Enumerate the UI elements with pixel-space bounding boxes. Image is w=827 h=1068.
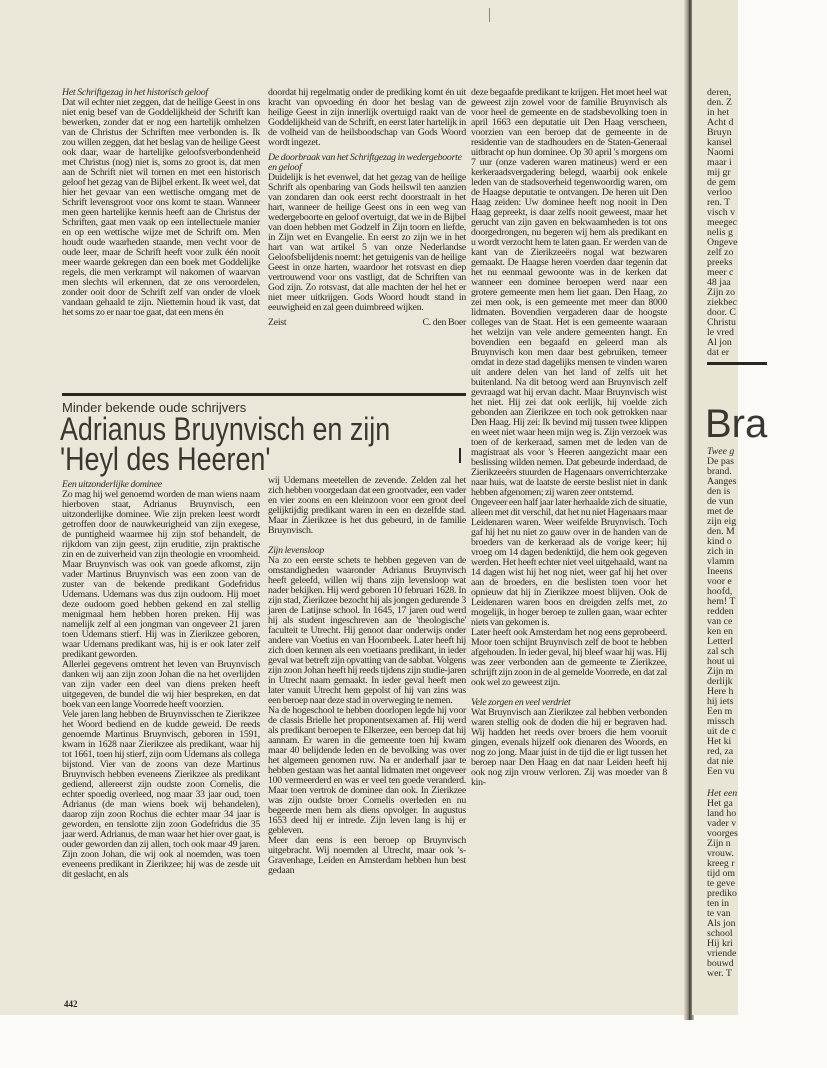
right-page	[692, 0, 768, 1015]
text-line: Zijn n	[707, 838, 731, 849]
top-column-1	[62, 88, 260, 318]
text-line: Als jon	[707, 918, 736, 929]
signature-place: Zeist	[268, 317, 287, 328]
text-line: hem! T	[707, 596, 736, 607]
text-line: nelis g	[707, 227, 733, 238]
text-line: ziekbec	[707, 297, 737, 308]
text-line: te van	[707, 908, 731, 919]
text-line: Here h	[707, 686, 734, 697]
text-line: te geve	[707, 878, 736, 889]
paragraph: Na de hogeschool te hebben doorlopen legde hij voor de classis Brielle het proponentsexamen af. Hij werd als predikant beroepen te Elkerzee, een beroep dat hij aannam. Er waren in die gemeente toen hij kwam maar 40 belijdende leden en de bevolking was over het algemeen genomen ruw. Na er anderhalf jaar te hebben gestaan was het aantal lidmaten met ongeveer 100 vermeerderd en was er veel ten goede veranderd. Maar toen vertrok de dominee dan ook. In Zierikzee was zijn oudste broer Cornelis overleden en nu begeerde men hem als diens opvolger. In augustus 1653 deed hij er intrede. Zijn leven lang is hij er gebleven.	[268, 705, 466, 836]
text-line: tijd om	[707, 868, 736, 879]
text-line: kind o	[707, 536, 732, 547]
paragraph: wij Udemans meetellen de zevende. Zelden zal het zich hebben voorgedaan dat een grootvader, een vader en vier zoons en een kleinzoon voor een groot deel gelijktijdig predikant waren in een en dezelfde stad. Maar in Zierikzee is het dus gebeurd, in de familie Bruynvisch.	[268, 475, 466, 536]
text-line: ten in	[707, 898, 730, 909]
text-line: dat er	[707, 347, 730, 358]
text-line: meegec	[707, 217, 737, 228]
text-line: Naomi	[707, 147, 734, 158]
article-title-line-2: 'Heyl des Heeren'	[60, 441, 271, 477]
paragraph: Meer dan eens is een beroep op Bruynvisch uitgebracht. Wij noemden al Utrecht, maar ook 's-Gravenhage, Leiden en Amsterdam hebben hun best gedaan	[268, 835, 466, 876]
section-heading: De doorbraak van het Schriftgezag in wedergeboorte en geloof	[268, 152, 462, 173]
text-line: kreeg r	[707, 858, 735, 869]
text-line: preeks	[707, 257, 733, 268]
paragraph: Vele jaren lang hebben de Bruynvisschen te Zierikzee het Woord bediend en de kudde geweid. De reeds genoemde Martinus Bruynvisch, geboren in 1591, kwam in 1628 naar Zierikzee als predikant, waar hij tot 1661, toen hij stierf, zijn oom Udemans als collega bijstond. Vier van de zoons van deze Martinus Bruynvisch hebben eveneens Zierikzee als predikant gediend, allereerst zijn oudste zoon Cornelis, die echter spoedig overleed, nog maar 33 jaar oud, toen Adrianus (de man wiens boek wij behandelen), daarop zijn zoon Rochus die echter maar 34 jaar is geworden, en tenslotte zijn zoon Godefridus die 35 jaar werd. Adrianus, de man waar het hier over gaat, is ouder geworden dan zij allen, toch ook maar 49 jaren. Zijn zoon Johan, die wij ook al noemden, was toen eveneens predikant in Zierikzee; hij was de zesde uit dit geslacht, en als	[62, 709, 260, 880]
text-line: redden	[707, 606, 734, 617]
text-line: Al jon	[707, 337, 732, 348]
right-page-divider	[707, 362, 767, 365]
paragraph: Wat Bruynvisch aan Zierikzee zal hebben verbonden waren stellig ook de doden die hij er begraven had. Wij hadden het reeds over broers die hem vooruit gingen, evenals hijzelf ook dienaren des Woords, en nog zo jong. Maar juist in de tijd die er ligt tussen het beroep naar Den Haag en dat naar Leiden heeft hij ook nog zijn vrouw verloren. Zij was moeder van 8 kin-	[471, 707, 667, 788]
paragraph: Dat wil echter niet zeggen, dat de heilige Geest in ons niet enig besef van de Goddelijkheid der Schrift kan bewerken, zonder dat er nog een hartelijk omhelzen van de Christus der Schriften mee verbonden is. Ik zou willen zeggen, dat het beslag van de heilige Geest ook daar, waar de hartelijke geloofsverbondenheid met Christus (nog) niet is, soms zo groot is, dat men aan de Schrift niet wil tornen en met een historisch geloof het gezag van de Bijbel erkent. Ik weet wel, dat hier het gevaar van een wettische omgang met de Schrift levensgroot voor ons komt te staan. Wanneer men geen hartelijke kennis heeft aan de Christus der Schriften, gaat men vaak op een intellectuele manier en op een wettische wijze met de Schrift om. Men houdt oude waarheden staande, men vecht voor de oude leer, maar de Schrift heeft voor zulk één nooit meer waarde gekregen dan een boek met Goddelijke regels, die men verkrampt wil nakomen of waarvan men slechts wil erkennen, dat ze ons veroordelen, zonder ooit door de Schrift zelf van onder de vloek vandaan gehaald te zijn. Niettemin houd ik vast, dat het soms zo er naar toe gaat, dat een mens én	[62, 97, 260, 318]
text-line: Het ga	[707, 798, 733, 809]
text-cursor-mark	[459, 448, 461, 463]
paragraph: Na zo een eerste schets te hebben gegeven van de omstandigheden waaronder Adrianus Bruynvisch heeft geleefd, willen wij thans zijn levensloop wat nader bekijken. Hij werd geboren 10 februari 1628. In zijn stad, Zierikzee bezocht hij als jongen gedurende 3 jaren de Latijnse school. In 1645, 17 jaren oud werd hij als student ingeschreven aan de 'theologische' faculteit te Utrecht. Hij genoot daar onderwijs onder andere van Voetius en van Hoornbeek. Later heeft hij zich doen kennen als een voetiaans predikant, in ieder geval wat betreft zijn opvatting van de sabbat. Volgens zijn zoon Johan heeft hij reeds tijdens zijn studie-jaren in Utrecht naam gemaakt. In ieder geval heeft men later vanuit Utrecht hem gepolst of hij van zins was een beroep naar deze stad in overweging te nemen.	[268, 555, 466, 706]
text-line: door. C	[707, 307, 736, 318]
text-line: zijn eig	[707, 516, 737, 527]
text-line: Aanges	[707, 476, 737, 487]
article-column-2	[268, 476, 466, 876]
text-line: school	[707, 928, 733, 939]
text-line: van ce	[707, 616, 733, 627]
text-line: de vun	[707, 496, 734, 507]
text-line: le vred	[707, 327, 734, 338]
text-line: Christu	[707, 317, 736, 328]
article-title	[60, 411, 391, 477]
text-line: uit de c	[707, 726, 736, 737]
signature-author: C. den Boer	[422, 317, 466, 328]
text-line: land ho	[707, 808, 737, 819]
text-line: ren. T	[707, 197, 731, 208]
text-line: Ongeve	[707, 237, 738, 248]
section-lines	[707, 799, 827, 979]
text-line: Een vu	[707, 766, 735, 777]
section-heading: Twee g	[707, 446, 735, 457]
section-heading: Vele zorgen en veel verdriet	[471, 697, 571, 708]
right-page-section-1	[707, 447, 827, 979]
text-line: wer. T	[707, 968, 732, 979]
text-line: zal sch	[707, 646, 734, 657]
text-line: deren,	[707, 87, 732, 98]
text-line: dat nie	[707, 756, 734, 767]
text-line: voor e	[707, 576, 732, 587]
article-column-3	[471, 88, 667, 788]
text-line: visch v	[707, 207, 736, 218]
signature-line	[268, 318, 466, 328]
top-column-2	[268, 88, 466, 328]
text-line: den. Z	[707, 97, 733, 108]
text-line: vriende	[707, 948, 737, 959]
text-line: kansel	[707, 137, 733, 148]
paragraph: deze begaafde predikant te krijgen. Het moet heel wat geweest zijn zowel voor de familie Bruynvisch als voor heel de gemeente en de stadsbevolking toen in april 1663 een deputatie uit Den Haag verscheen, voorzien van een beroep dat de gemeente in de residentie van de stadhouders en de Staten-Generaal uitbracht op hun dominee. Op 30 april 's morgens om 7 uur (onze vaderen waren matineus) werd er een kerkeraadsvergadering belegd, waarbij ook enkele leden van de stadsoverheid tegenwoordig waren, om de Haagse deputatie te ontvangen. De heren uit Den Haag zeiden: Uw dominee heeft nog nooit in Den Haag gepreekt, is daar zelfs nooit geweest, maar het gerucht van zijn gaven en bekwaamheden is tot ons doorgedrongen, nu begeren wij hem als predikant en u wordt verzocht hem te laten gaan. Er werden van de kant van de Zierikzeeërs nogal wat bezwaren gemaakt. De Haagse heren voerden daar tegenin dat het nu eenmaal gewoonte was in de kerken dat wanneer een dominee beroepen werd naar een grotere gemeente men hem liet gaan. Den Haag, zo zei men ook, is een gemeente met meer dan 8000 lidmaten. Bovendien vergaderen daar de hoogste colleges van de Staat. Het is een gemeente waaraan het welzijn van vele andere gemeenten hangt. En bovendien een begaafd en geleerd man als Bruynvisch kon men daar best gebruiken, temeer omdat in deze stad dagelijks mensen te vinden waren uit andere delen van het land of zelfs uit het buitenland. Na dit betoog werd aan Bruynvisch zelf gevraagd wat hij ervan dacht. Maar Bruynvisch wist het niet. Hij zei dat ook eerlijk, hij voelde zich gebonden aan Zierikzee en toch ook getrokken naar Den Haag. Hij zei: Ik bevind mij tussen twee klippen en weet niet waar heen mijn weg is. Zijn verzoek was toen of de kerkeraad, samen met de leden van de magistraat als voor 's Heeren aangezicht maar een beslissing wilden nemen. Dat gebeurde inderdaad, de Zierikzeeërs stuurden de Hagenaars onverrichterzake naar huis, wat de laatste de eerste beslist niet in dank hebben afgenomen; zij waren zeer ontstemd.	[471, 87, 667, 498]
text-line: hout ui	[707, 656, 735, 667]
article-divider	[62, 393, 466, 396]
section-heading: Zijn levensloop	[268, 545, 324, 556]
text-line: Letterl	[707, 636, 734, 647]
text-line: Zijn zo	[707, 287, 736, 298]
text-line: Het ki	[707, 736, 732, 747]
text-line: den is	[707, 486, 731, 497]
text-line: bouwd	[707, 958, 734, 969]
text-line: in het	[707, 107, 730, 118]
page-number: 442	[64, 999, 78, 1009]
text-line: maar i	[707, 157, 732, 168]
text-line: Acht d	[707, 117, 734, 128]
section-lines	[707, 457, 827, 777]
text-line: mij gr	[707, 167, 731, 178]
scan-mark	[489, 8, 490, 22]
text-line: met de	[707, 506, 734, 517]
paragraph: Allerlei gegevens omtrent het leven van Bruynvisch danken wij aan zijn zoon Johan die na het overlijden van zijn vader een deel van diens preken heeft uitgegeven, de bundel die wij hier bespreken, en dat boek van een lange Voorrede heeft voorzien.	[62, 659, 260, 710]
text-line: De pas	[707, 456, 734, 467]
text-line: zich in	[707, 546, 734, 557]
text-line: 48 jaa	[707, 277, 731, 288]
text-line: zelf zo	[707, 247, 734, 258]
section-heading: Het een	[707, 788, 738, 799]
section-heading: Een uitzonderlijke dominee	[62, 479, 162, 490]
text-line: brand.	[707, 466, 732, 477]
right-page-title: Bra	[705, 402, 768, 446]
text-line: vrouw.	[707, 848, 734, 859]
paragraph: Later heeft ook Amsterdam het nog eens geprobeerd. Moor toen schijnt Bruynvisch zelf de boot te hebben afgehouden. In ieder geval, hij bleef waar hij was. Hij was zeer verbonden aan de gemeente te Zierikzee, schrijft zijn zoon in de al gemelde Voorrede, en dat zal ook wel zo geweest zijn.	[471, 627, 667, 688]
text-line: hoofd,	[707, 586, 733, 597]
paragraph: Ongeveer een half jaar later herhaalde zich de situatie, alleen met dit verschil, dat het nu niet Hagenaars maar Leidenaren waren. Weer weifelde Bruynvisch. Toch gaf hij het nu niet zo gauw over in de handen van de broeders van de kerkeraad als de vorige keer; hij vroeg om 14 dagen bedenktijd, die hem ook gegeven werden. Het heeft echter niet veel uitgehaald, want na 14 dagen wist hij het nog niet, weer gaf hij het over aan de broeders, en die beslisten toen voor het opnieuw dat hij in Zierikzee moest blijven. Ook de Leidenaren waren boos en dreigden zelfs met, zo mogelijk, in hoger beroep te zullen gaan, waar echter niets van gekomen is.	[471, 497, 667, 628]
text-line: Zijn m	[707, 666, 734, 677]
text-line: vlamm	[707, 556, 735, 567]
text-line: prediko	[707, 888, 737, 899]
article-column-1	[62, 480, 260, 880]
text-line: vader v	[707, 818, 737, 829]
text-line: hij iets	[707, 696, 734, 707]
section-heading: Het Schriftgezag in het historisch geloof	[62, 87, 208, 98]
text-line: den. M	[707, 526, 735, 537]
text-line: derlijk	[707, 676, 733, 687]
text-line: verloo	[707, 187, 733, 198]
text-line: Hij kri	[707, 938, 733, 949]
text-line: ken en	[707, 626, 733, 637]
paragraph: doordat hij regelmatig onder de prediking komt én uit kracht van opvoeding én door het beslag van de heilige Geest in zijn innerlijk overtuigd raakt van de Goddelijkheid van de Schrift, en eerst later hartelijk in de volheid van de heilsboodschap van Gods Woord wordt ingezet.	[268, 87, 466, 148]
text-line: Ineens	[707, 566, 733, 577]
article-kicker: Minder bekende oude schrijvers	[62, 400, 247, 415]
text-line: Een m	[707, 706, 733, 717]
right-page-top-column	[707, 88, 827, 358]
paragraph: Zo mag hij wel genoemd worden de man wiens naam hierboven staat, Adrianus Bruynvisch, een uitzonderlijke dominee. Wie zijn preken leest wordt getroffen door de nauwkeurigheid van zijn exegese, de puntigheid waarmee hij zijn stof behandelt, de rijkdom van zijn geest, zijn eruditie, zijn praktische zin en de zuiverheid van zijn theologie en vroomheid. Maar Bruynvisch was ook van goede afkomst, zijn vader Martinus Bruynvisch was een zoon van de zuster van de bekende predikant Godefridus Udemans. Udemans was dus zijn oudoom. Hij moet deze oudoom goed hebben gekend en zal stellig menigmaal hem hebben horen preken. Hij was namelijk zelf al een jongman van ongeveer 21 jaren toen Udemans stierf. Hij was in Zierikzee geboren, waar Udemans predikant was, hij is er ook later zelf predikant geworden.	[62, 489, 260, 660]
text-line: Bruyn	[707, 127, 732, 138]
article-title-line-1: Adrianus Bruynvisch en zijn	[60, 411, 391, 447]
text-line: missch	[707, 716, 735, 727]
text-line: meer c	[707, 267, 734, 278]
text-line: de gem	[707, 177, 736, 188]
text-line: red, za	[707, 746, 734, 757]
paragraph: Duidelijk is het evenwel, dat het gezag van de heilige Schrift als openbaring van Gods heilswil ten aanzien van zondaren dan ook eerst recht doorstraalt in het hart, wanneer de heilige Geest ons in een weg van wedergeboorte en geloof overtuigt, dat we in de Bijbel van doen hebben met Godzelf in Zijn toorn en liefde, in Zijn wet en Evangelie. En eerst zo zijn we in het hart van wat artikel 5 van onze Nederlandse Geloofsbelijdenis noemt: het getuigenis van de heilige Geest in onze harten, waardoor het rotsvast en diep vertrouwend voor ons vastligt, dat de Schriften van God zijn. Zo rotsvast, dat alle machten der hel het er niet meer uitkrijgen. Gods Woord houdt stand in eeuwigheid en zal geen duimbreed wijken.	[268, 172, 466, 313]
text-line: voorges	[707, 828, 738, 839]
